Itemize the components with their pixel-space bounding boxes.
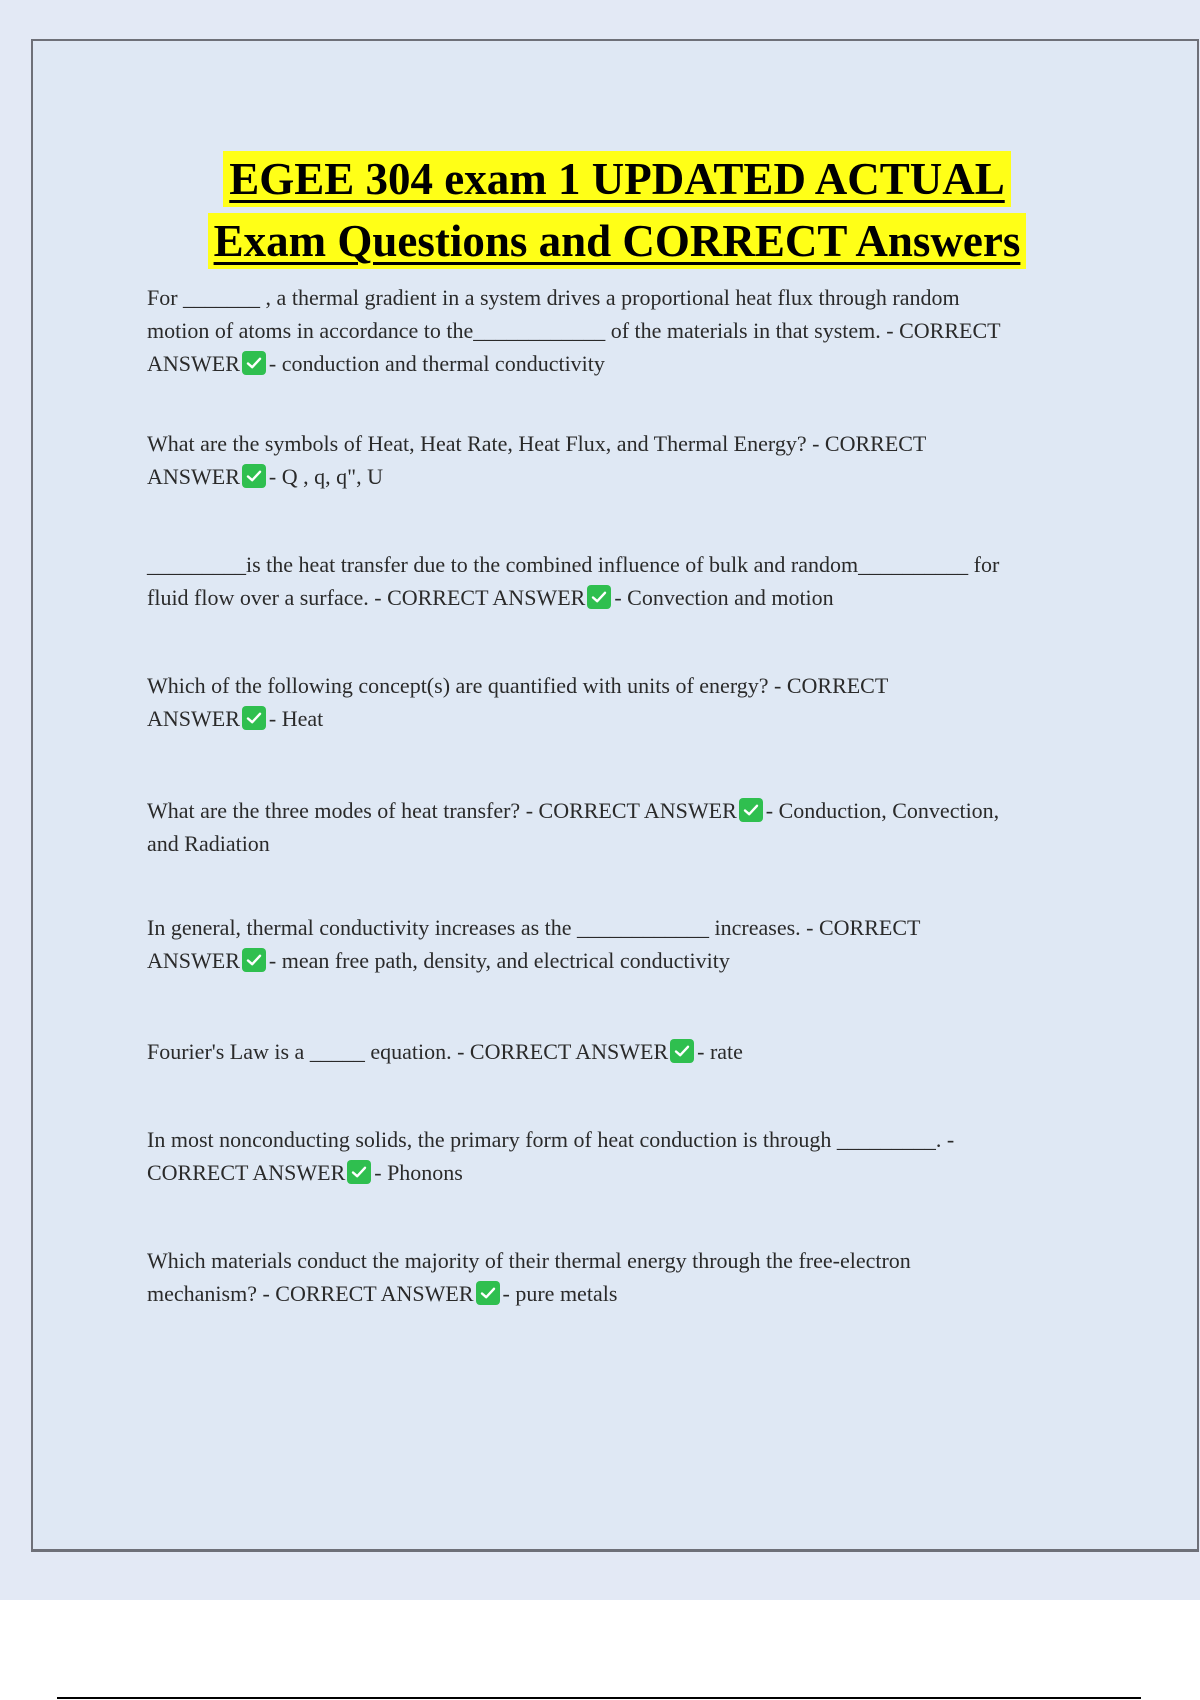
qa-text: Which of the following concept(s) are quantified with units of energy? - CORRECT xyxy=(147,673,889,698)
qa-line xyxy=(147,944,1127,977)
qa-text: Fourier's Law is a _____ equation. - CORRECT ANSWER xyxy=(147,1039,669,1064)
qa-answer: - Heat xyxy=(268,706,324,731)
qa-text: Which materials conduct the majority of their thermal energy through the free-electron xyxy=(147,1248,911,1273)
qa-text: ANSWER xyxy=(147,464,240,489)
qa-line xyxy=(147,1123,1127,1156)
qa-item xyxy=(147,427,1127,493)
qa-item xyxy=(147,548,1127,614)
qa-text: _________is the heat transfer due to the combined influence of bulk and random__________ for xyxy=(147,552,1000,577)
qa-answer: - Q , q, q", U xyxy=(268,464,383,489)
qa-item xyxy=(147,281,1127,380)
check-box-icon xyxy=(587,585,611,609)
qa-line xyxy=(147,1244,1127,1277)
qa-text: In most nonconducting solids, the primary form of heat conduction is through _________. - xyxy=(147,1127,955,1152)
qa-line xyxy=(147,427,1127,460)
check-box-icon xyxy=(242,464,266,488)
check-box-icon xyxy=(242,948,266,972)
qa-answer: - rate xyxy=(697,1039,743,1064)
check-box-icon xyxy=(242,351,266,375)
qa-line xyxy=(147,347,1127,380)
qa-item xyxy=(147,669,1127,735)
qa-text: motion of atoms in accordance to the____________ of the materials in that system. - CORRECT xyxy=(147,318,1001,343)
qa-text: ANSWER xyxy=(147,351,240,376)
qa-line xyxy=(147,548,1127,581)
qa-text: For _______ , a thermal gradient in a system drives a proportional heat flux through random xyxy=(147,285,960,310)
qa-text: CORRECT ANSWER xyxy=(147,1160,346,1185)
check-box-icon xyxy=(476,1281,500,1305)
qa-answer: - conduction and thermal conductivity xyxy=(268,351,605,376)
qa-line xyxy=(147,702,1127,735)
qa-item xyxy=(147,1123,1127,1189)
qa-line xyxy=(147,1156,1127,1189)
document-title xyxy=(33,151,1200,275)
check-box-icon xyxy=(670,1039,694,1063)
qa-text: mechanism? - CORRECT ANSWER xyxy=(147,1281,474,1306)
qa-item xyxy=(147,911,1127,977)
check-box-icon xyxy=(347,1160,371,1184)
qa-line xyxy=(147,911,1127,944)
qa-text: What are the three modes of heat transfer? - CORRECT ANSWER xyxy=(147,798,737,823)
title-line-1: EGEE 304 exam 1 UPDATED ACTUAL xyxy=(223,151,1010,207)
qa-text: ANSWER xyxy=(147,948,240,973)
qa-text: In general, thermal conductivity increases as the ____________ increases. - CORRECT xyxy=(147,915,921,940)
check-box-icon xyxy=(242,706,266,730)
qa-line xyxy=(147,281,1127,314)
qa-text: ANSWER xyxy=(147,706,240,731)
qa-line xyxy=(147,581,1127,614)
bottom-divider xyxy=(57,1697,1141,1699)
qa-line xyxy=(147,314,1127,347)
qa-line xyxy=(147,794,1127,827)
document-page xyxy=(31,39,1199,1552)
qa-item xyxy=(147,794,1127,860)
qa-item xyxy=(147,1035,1127,1068)
title-line-2: Exam Questions and CORRECT Answers xyxy=(208,213,1027,269)
qa-text: and Radiation xyxy=(147,831,270,856)
qa-text: fluid flow over a surface. - CORRECT ANSWER xyxy=(147,585,586,610)
qa-line xyxy=(147,669,1127,702)
qa-line xyxy=(147,460,1127,493)
qa-text: What are the symbols of Heat, Heat Rate, Heat Flux, and Thermal Energy? - CORRECT xyxy=(147,431,927,456)
qa-answer: - Phonons xyxy=(374,1160,463,1185)
qa-answer: - pure metals xyxy=(502,1281,618,1306)
qa-answer: - Convection and motion xyxy=(614,585,834,610)
qa-item xyxy=(147,1244,1127,1310)
check-box-icon xyxy=(739,798,763,822)
qa-line xyxy=(147,1035,1127,1068)
qa-answer: - Conduction, Convection, xyxy=(765,798,1000,823)
qa-answer: - mean free path, density, and electrical conductivity xyxy=(268,948,730,973)
qa-line xyxy=(147,1277,1127,1310)
qa-line xyxy=(147,827,1127,860)
